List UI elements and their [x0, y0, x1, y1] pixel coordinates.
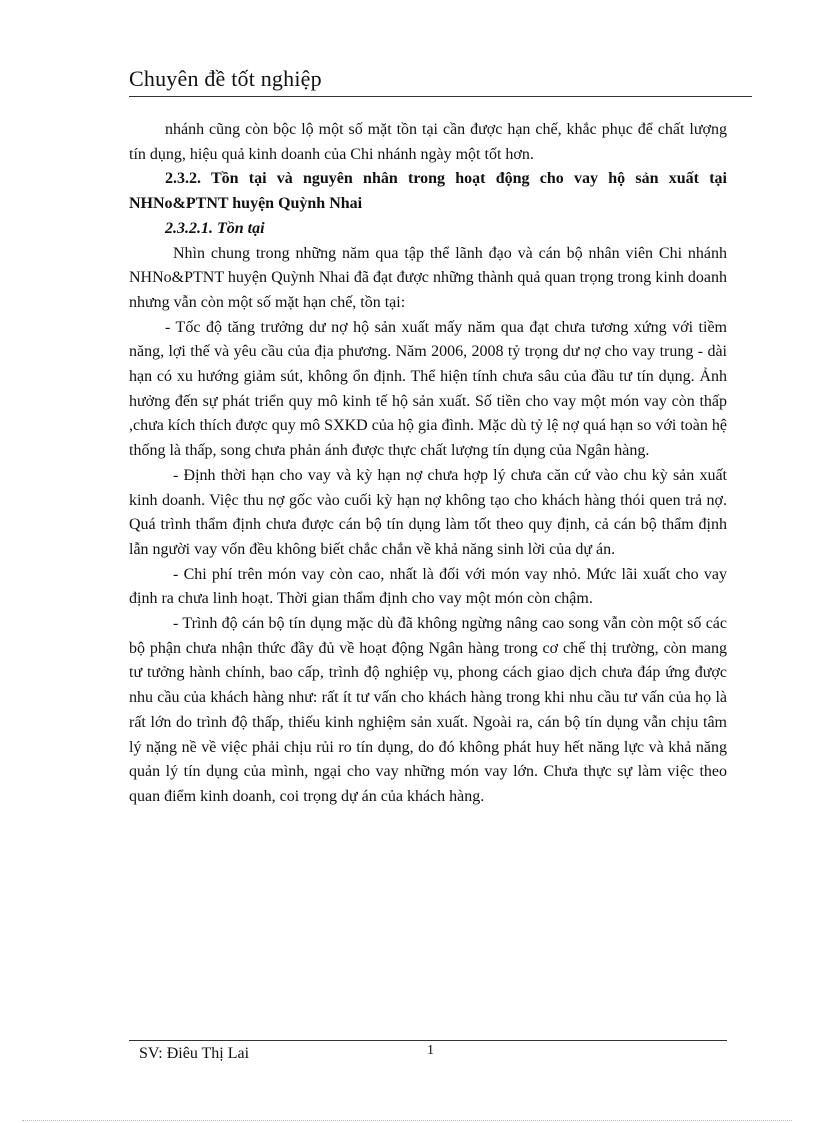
- page-number: 1: [427, 1043, 434, 1058]
- paragraph-continuation: nhánh cũng còn bộc lộ một số mặt tồn tại cần được hạn chế, khắc phục để chất lượng tín dụng, hiệu quả kinh doanh của Chi nhánh ngày một tốt hơn.: [129, 121, 727, 163]
- subsection-heading: 2.3.2.1. Tồn tại: [165, 219, 265, 237]
- header-divider: [129, 96, 752, 97]
- paragraph-growth: - Tốc độ tăng trưởng dư nợ hộ sản xuất mấy năm qua đạt chưa tương xứng với tiềm năng, lợi thế và yêu cầu của địa phương. Năm 2006, 2008 tỷ trọng dư nợ cho vay trung - dài hạn có xu hướng giảm sút, không ổn định. Thể hiện tính chưa sâu của đầu tư tín dụng. Ảnh hưởng đến sự phát triển quy mô kinh tế hộ sản xuất. Số tiền cho vay một món vay còn thấp ,chưa kích thích được quy mô SXKD của hộ gia đình. Mặc dù tỷ lệ nợ quá hạn so với toàn hệ thống là thấp, song chưa phản ánh được thực chất lượng tín dụng của Ngân hàng.: [129, 318, 727, 460]
- section-heading: 2.3.2. Tồn tại và nguyên nhân trong hoạt động cho vay hộ sản xuất tại NHNo&PTNT huyện Quỳnh Nhai: [129, 170, 727, 213]
- footer-divider: [129, 1040, 727, 1041]
- paragraph-loan-term: - Định thời hạn cho vay và kỳ hạn nợ chưa hợp lý chưa căn cứ vào chu kỳ sản xuất kinh doanh. Việc thu nợ gốc vào cuối kỳ hạn nợ không tạo cho khách hàng thói quen trả nợ. Quá trình thẩm định chưa được cán bộ tín dụng làm tốt theo quy định, cả cán bộ thẩm định lẫn người vay vốn đều không biết chắc chắn về khả năng sinh lời của dự án.: [129, 466, 727, 558]
- page-header-title: Chuyên đề tốt nghiệp: [129, 66, 322, 91]
- paragraph-staff: - Trình độ cán bộ tín dụng mặc dù đã không ngừng nâng cao song vẫn còn một số các bộ phận chưa nhận thức đầy đủ về hoạt động Ngân hàng trong cơ chế thị trường, còn mang tư tưởng hành chính, bao cấp, trình độ nghiệp vụ, phong cách giao dịch chưa đáp ứng được nhu cầu của khách hàng như: rất ít tư vấn cho khách hàng trong khi nhu cầu tư vấn của họ là rất lớn do trình độ thấp, thiếu kinh nghiệm sản xuất. Ngoài ra, cán bộ tín dụng vẫn chịu tâm lý nặng nề về việc phải chịu rủi ro tín dụng, do đó không phát huy hết năng lực và khả năng quản lý tín dụng của mình, ngại cho vay những món vay lớn. Chưa thực sự làm việc theo quan điểm kinh doanh, coi trọng dự án của khách hàng.: [129, 615, 727, 805]
- footer-author: SV: Điêu Thị Lai: [139, 1045, 250, 1062]
- document-body: [129, 118, 727, 810]
- page-edge-dotted-line: [22, 1120, 792, 1121]
- paragraph-intro: Nhìn chung trong những năm qua tập thể lãnh đạo và cán bộ nhân viên Chi nhánh NHNo&PTNT huyện Quỳnh Nhai đã đạt được những thành quả quan trọng trong kinh doanh nhưng vẫn còn một số mặt hạn chế, tồn tại:: [129, 244, 727, 311]
- paragraph-cost: - Chi phí trên món vay còn cao, nhất là đối với món vay nhỏ. Mức lãi xuất cho vay định ra chưa linh hoạt. Thời gian thẩm định cho vay một món còn chậm.: [129, 565, 727, 608]
